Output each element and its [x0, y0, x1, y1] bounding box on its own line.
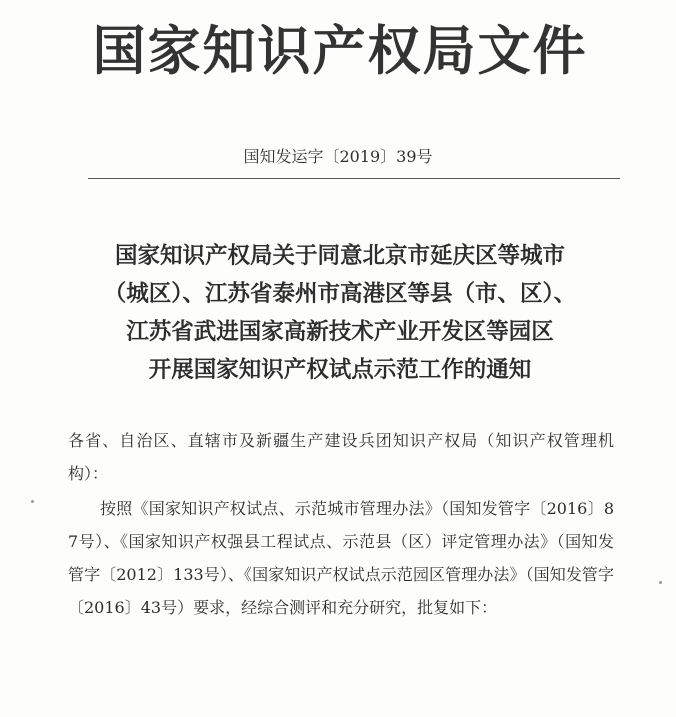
document-number: 国知发运字〔2019〕39号 [243, 147, 433, 166]
salutation: 各省、自治区、直辖市及新疆生产建设兵团知识产权局（知识产权管理机构）： [68, 431, 614, 483]
scan-speck [659, 581, 662, 584]
scan-speck [31, 500, 34, 503]
notice-title-line-3: 江苏省武进国家高新技术产业开发区等园区 [126, 319, 554, 345]
notice-title-line-4: 开展国家知识产权试点示范工作的通知 [148, 357, 532, 383]
issuing-authority-title: 国家知识产权局文件 [92, 21, 588, 82]
header-divider [88, 178, 620, 179]
document-body [68, 424, 614, 624]
notice-title-line-2: （城区）、江苏省泰州市高港区等县（市、区）、 [103, 281, 577, 307]
body-paragraph-1: 按照《国家知识产权试点、示范城市管理办法》（国知发管字〔2016〕87号）、《国家知识产权强县工程试点、示范县（区）评定管理办法》（国知发管字〔2012〕133号）、《国家知识产权试点示范园区管理办法》（国知发管字〔2016〕43号）要求，经综合测评和充分研究，批复如下： [68, 499, 614, 617]
notice-title-line-1: 国家知识产权局关于同意北京市延庆区等城市 [114, 243, 565, 269]
notice-title [40, 237, 640, 389]
